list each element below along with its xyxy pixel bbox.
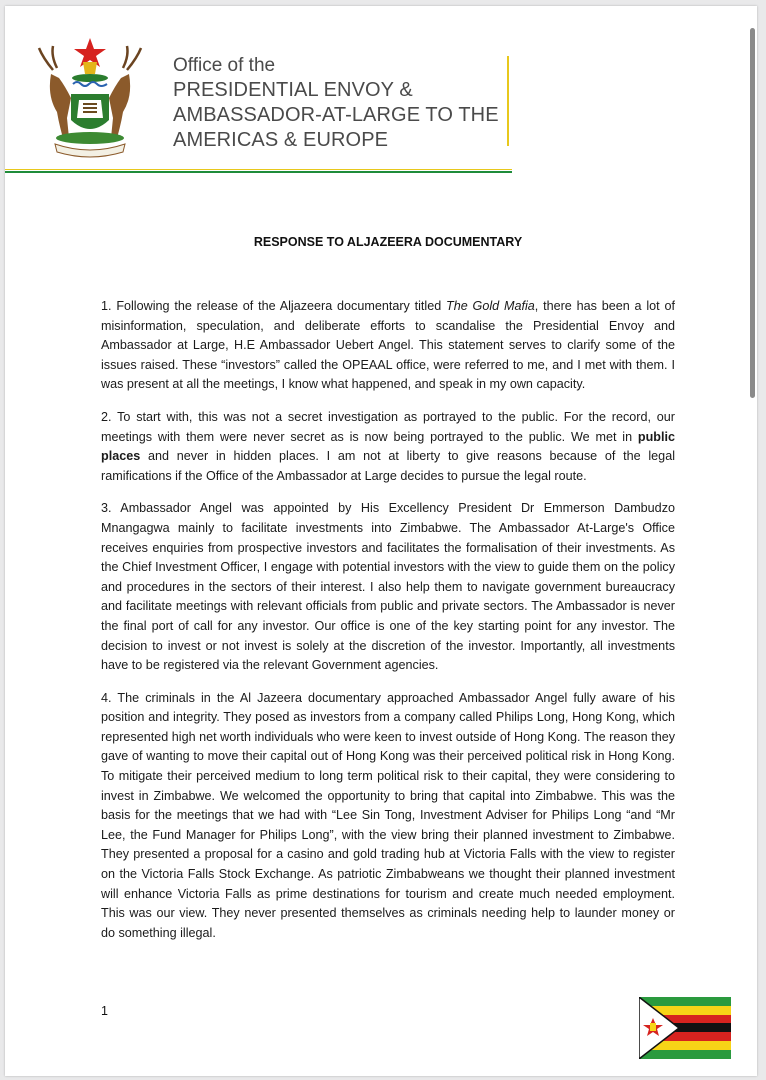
paragraph-2: 2. To start with, this was not a secret investigation as portrayed to the public. For the record, our meetings with them were never secret as is now being portrayed to the public. We met in public places and never in hidden places. I am not at liberty to give reasons because of the legal ramifications if the Office of the Ambassador at Large decides to pursue the legal route. [101, 409, 675, 483]
header-line-region: AMERICAS & EUROPE [173, 129, 389, 151]
header-line-office: Office of the [173, 55, 276, 76]
paragraph-1: 1. Following the release of the Aljazeera documentary titled The Gold Mafia, there has been a lot of misinformation, speculation, and deliberate efforts to scandalise the Presidential Envoy and Ambassador at Large, H.E Ambassador Uebert Angel. This statement serves to clarify some of the issues raised. These “investors” called the OPEAAL office, were referred to me, and I met with them. I was present at all the meetings, I know what happened, and speak in my own capacity. [101, 299, 675, 392]
header-divider [507, 56, 509, 146]
header-rule-green [5, 171, 512, 173]
paragraph-4: 4. The criminals in the Al Jazeera documentary approached Ambassador Angel fully aware of his position and integrity. They posed as investors from a company called Philips Long, Hong Kong, which represented high net worth individuals who were keen to invest outside of Hong Kong. The reason they gave of wanting to move their capital out of Hong Kong was their perceived political risk in Hong Kong. To mitigate their perceived medium to long term political risk to their capital, they were considering to invest in Zimbabwe. We welcomed the opportunity to bring that capital into Zimbabwe. This was the basis for the meetings that we had with “Lee Sin Tong, Investment Adviser for Philips Long “and “Mr Lee, the Fund Manager for Philips Long”, with the view bring their planned investment to Zimbabwe. They presented a proposal for a casino and gold trading hub at Victoria Falls with the view to register on the Victoria Falls Stock Exchange. As patriotic Zimbabweans we thought their planned investment will enhance Victoria Falls as prime destinations for tourism and create much needed employment. This was our view. They never presented themselves as criminals needing help to launder money or do something illegal. [101, 690, 675, 940]
paragraph-3: 3. Ambassador Angel was appointed by His Excellency President Dr Emmerson Dambudzo Mnangagwa mainly to facilitate investments into Zimbabwe. The Ambassador At-Large's Office receives enquiries from prospective investors and facilitates the formalisation of their investments. As the Chief Investment Officer, I engage with potential investors with the view to guide them on the policy and procedures in the sectors of their interest. I also help them to navigate government bureaucracy and facilitate meetings with relevant officials from public and private sectors. The Ambassador is never the final port of call for any investor. Our office is one of the key starting point for any investor. The decision to invest or not invest is solely at the discretion of the investor. Importantly, all investments have to be registered via the relevant Government agencies. [101, 501, 675, 673]
header-line-envoy: PRESIDENTIAL ENVOY & [173, 79, 413, 101]
office-header [173, 53, 499, 153]
zimbabwe-coat-of-arms-icon [29, 34, 151, 158]
scrollbar[interactable] [750, 28, 755, 398]
document-body [101, 297, 675, 956]
header-line-ambassador: AMBASSADOR-AT-LARGE TO THE [173, 104, 499, 126]
document-title: RESPONSE TO ALJAZEERA DOCUMENTARY [253, 235, 523, 249]
zimbabwe-flag-icon [639, 997, 731, 1059]
page-number: 1 [101, 1004, 108, 1018]
header-rule-yellow [5, 169, 512, 170]
document-page [5, 6, 757, 1076]
